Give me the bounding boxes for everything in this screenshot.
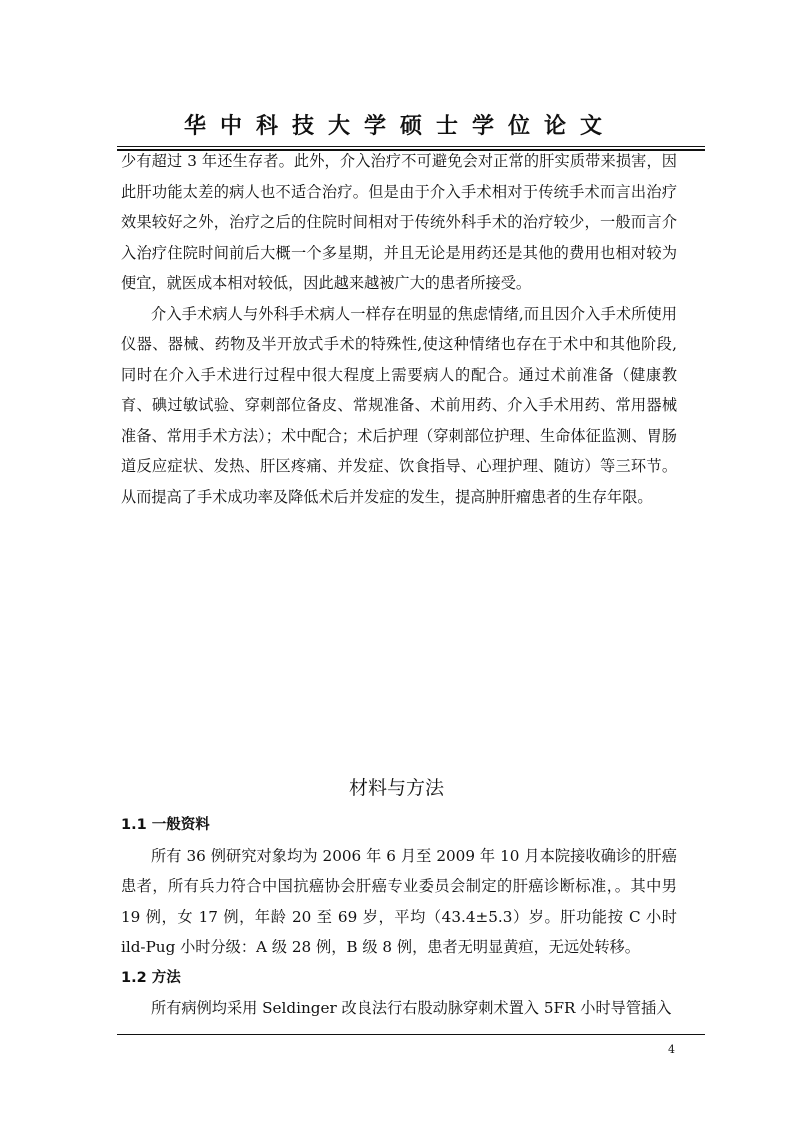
paragraph-methods: 所有病例均采用 Seldinger 改良法行右股动脉穿刺术置入 5FR 小时导管插入 <box>151 999 672 1017</box>
page-number: 4 <box>668 1043 675 1056</box>
section-title: 材料与方法 <box>348 777 444 799</box>
body-text <box>121 146 677 512</box>
subsection-heading-general-data: 1.1 一般资料 <box>121 817 210 833</box>
methods-section <box>121 810 677 1024</box>
footer-rule <box>117 1034 705 1035</box>
paragraph-general-data: 所有 36 例研究对象均为 2006 年 6 月至 2009 年 10 月本院接收确诊的肝癌患者，所有兵力符合中国抗癌协会肝癌专业委员会制定的肝癌诊断标准，。其中男 19 例，女 17 例，年龄 20 至 69 岁，平均（43.4±5.3）岁。肝功能按 C 小时 ild-Pug 小时分级：A 级 28 例，B 级 8 例，患者无明显黄疸，无远处转移。 <box>121 846 677 956</box>
paragraph-intervention-anxiety: 介入手术病人与外科手术病人一样存在明显的焦虑情绪,而且因介入手术所使用仪器、器械、药物及半开放式手术的特殊性,使这种情绪也存在于术中和其他阶段,同时在介入手术进行过程中很大程度上需要病人的配合。通过术前准备（健康教育、碘过敏试验、穿刺部位备皮、常规准备、术前用药、介入手术用药、常用器械准备、常用手术方法）；术中配合；术后护理（穿刺部位护理、生命体征监测、胃肠道反应症状、发热、肝区疼痛、并发症、饮食指导、心理护理、随访）等三环节。从而提高了手术成功率及降低术后并发症的发生，提高肿肝瘤患者的生存年限。 <box>121 304 677 506</box>
subsection-heading-methods: 1.2 方法 <box>121 969 181 986</box>
thesis-header-title: 华中科技大学硕士学位论文 <box>183 114 616 139</box>
paragraph-continuation: 少有超过 3 年还生存者。此外，介入治疗不可避免会对正常的肝实质带来损害，因此肝功能太差的病人也不适合治疗。但是由于介入手术相对于传统手术而言出治疗效果较好之外，治疗之后的住院时间相对于传统外科手术的治疗较少，一般而言介入治疗住院时间前后大概一个多星期，并且无论是用药还是其他的费用也相对较为便宜，就医成本相对较低，因此越来越被广大的患者所接受。 <box>121 152 677 292</box>
